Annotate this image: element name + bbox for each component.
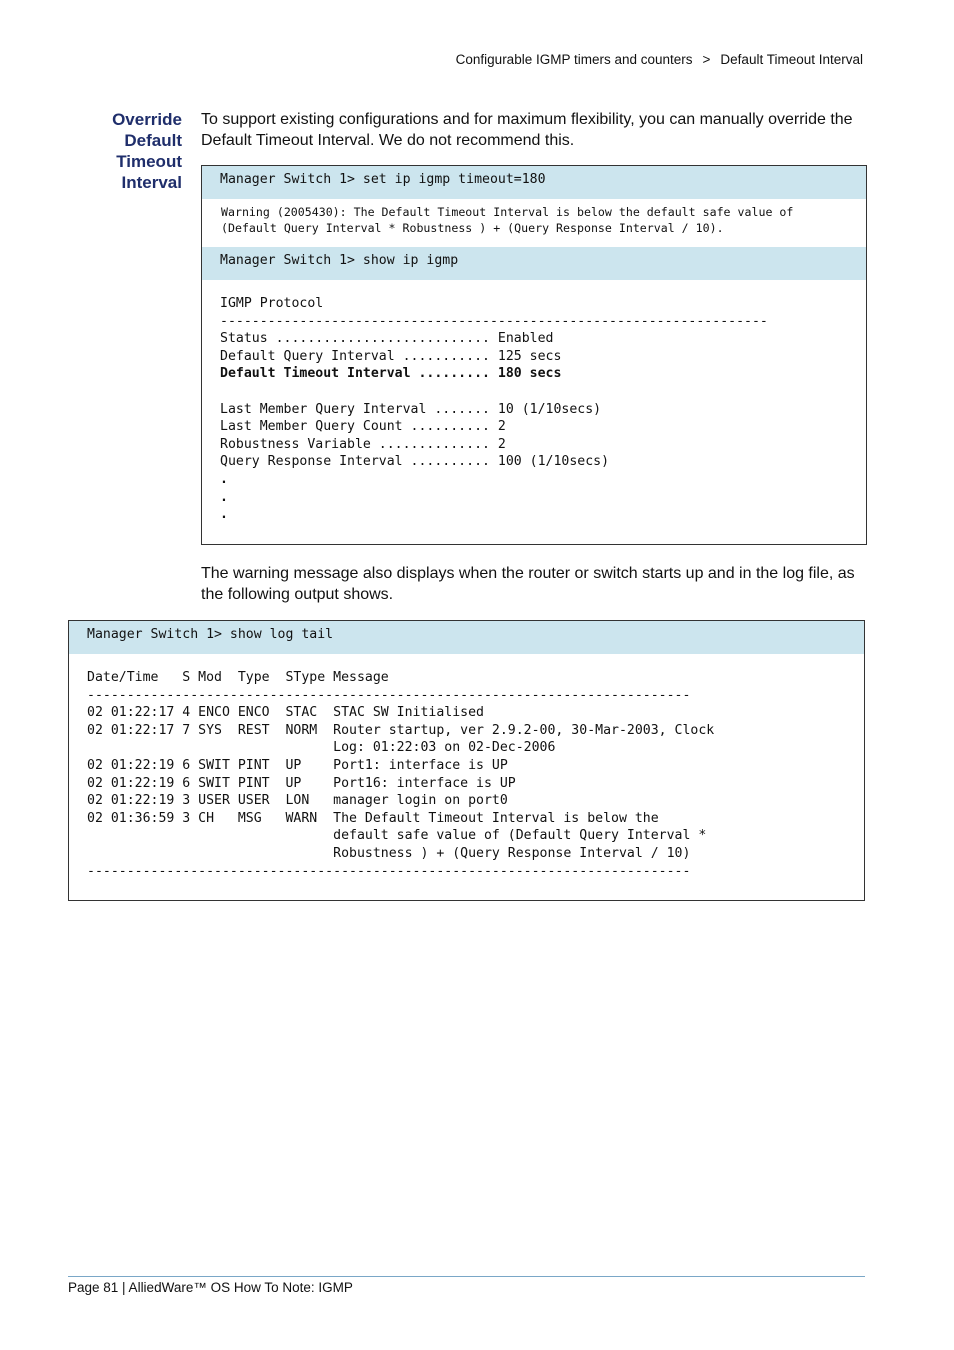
heading-line-3: Timeout	[116, 152, 182, 171]
igmp-output	[202, 280, 866, 524]
log-row: 02 01:22:19 6 SWIT PINT UP Port1: interface is UP	[87, 757, 508, 773]
section-heading	[96, 109, 182, 193]
command-show-log: Manager Switch 1> show log tail	[69, 621, 864, 654]
warning-message	[202, 199, 866, 243]
breadcrumb-page: Default Timeout Interval	[720, 52, 863, 67]
page-footer: Page 81 | AlliedWare™ OS How To Note: IGMP	[68, 1280, 353, 1295]
output-last-member-query-interval: Last Member Query Interval ....... 10 (1/10secs)	[220, 401, 602, 417]
warning-line-1: Warning (2005430): The Default Timeout Interval is below the default safe value of	[221, 205, 794, 219]
output-robustness: Robustness Variable .............. 2	[220, 436, 506, 452]
output-ellipsis-dot: .	[220, 471, 228, 487]
output-ellipsis-dot: .	[220, 489, 228, 505]
output-default-query: Default Query Interval ........... 125 secs	[220, 348, 562, 364]
breadcrumb-separator: >	[702, 52, 711, 67]
cli-output-box-igmp	[201, 165, 867, 545]
log-header-row: Date/Time S Mod Type SType Message	[87, 670, 389, 685]
output-status: Status ........................... Enabled	[220, 331, 554, 347]
breadcrumb	[456, 52, 863, 67]
command-show-igmp: Manager Switch 1> show ip igmp	[202, 247, 866, 280]
output-default-timeout: Default Timeout Interval ......... 180 secs	[220, 366, 562, 382]
output-title: IGMP Protocol	[220, 296, 324, 311]
log-row: 02 01:22:19 3 USER USER LON manager login on port0	[87, 793, 508, 809]
log-row: 02 01:22:19 6 SWIT PINT UP Port16: interface is UP	[87, 775, 516, 791]
heading-line-4: Interval	[121, 173, 182, 192]
log-row: default safe value of (Default Query Interval *	[87, 828, 707, 844]
heading-line-2: Default	[124, 131, 182, 150]
output-blank	[220, 383, 866, 401]
log-output	[69, 654, 864, 880]
output-ellipsis-dot: .	[220, 507, 228, 523]
log-rule-end: ----------------------------------------------------------------------------	[87, 863, 691, 879]
log-row: 02 01:22:17 4 ENCO ENCO STAC STAC SW Initialised	[87, 705, 484, 721]
log-row: 02 01:36:59 3 CH MSG WARN The Default Timeout Interval is below the	[87, 810, 659, 826]
output-query-response: Query Response Interval .......... 100 (1/10secs)	[220, 454, 610, 470]
cli-output-box-log	[68, 620, 865, 901]
breadcrumb-section: Configurable IGMP timers and counters	[455, 52, 693, 67]
log-row: 02 01:22:17 7 SYS REST NORM Router startup, ver 2.9.2-00, 30-Mar-2003, Clock	[87, 722, 715, 738]
heading-line-1: Override	[112, 110, 182, 129]
intro-paragraph: To support existing configurations and for maximum flexibility, you can manually override the Default Timeout Interval. We do not recommend this.	[201, 111, 853, 149]
middle-paragraph: The warning message also displays when the router or switch starts up and in the log file, as the following output shows.	[201, 565, 855, 603]
command-set-timeout: Manager Switch 1> set ip igmp timeout=180	[202, 166, 866, 199]
footer-divider	[68, 1276, 865, 1277]
log-row: Robustness ) + (Query Response Interval / 10)	[87, 845, 691, 861]
output-rule: ---------------------------------------------------------------------	[220, 313, 768, 329]
log-row: Log: 01:22:03 on 02-Dec-2006	[87, 740, 556, 756]
output-last-member-query-count: Last Member Query Count .......... 2	[220, 419, 506, 435]
warning-line-2: (Default Query Interval * Robustness ) + (Query Response Interval / 10).	[221, 221, 724, 235]
log-rule: ----------------------------------------------------------------------------	[87, 687, 691, 703]
